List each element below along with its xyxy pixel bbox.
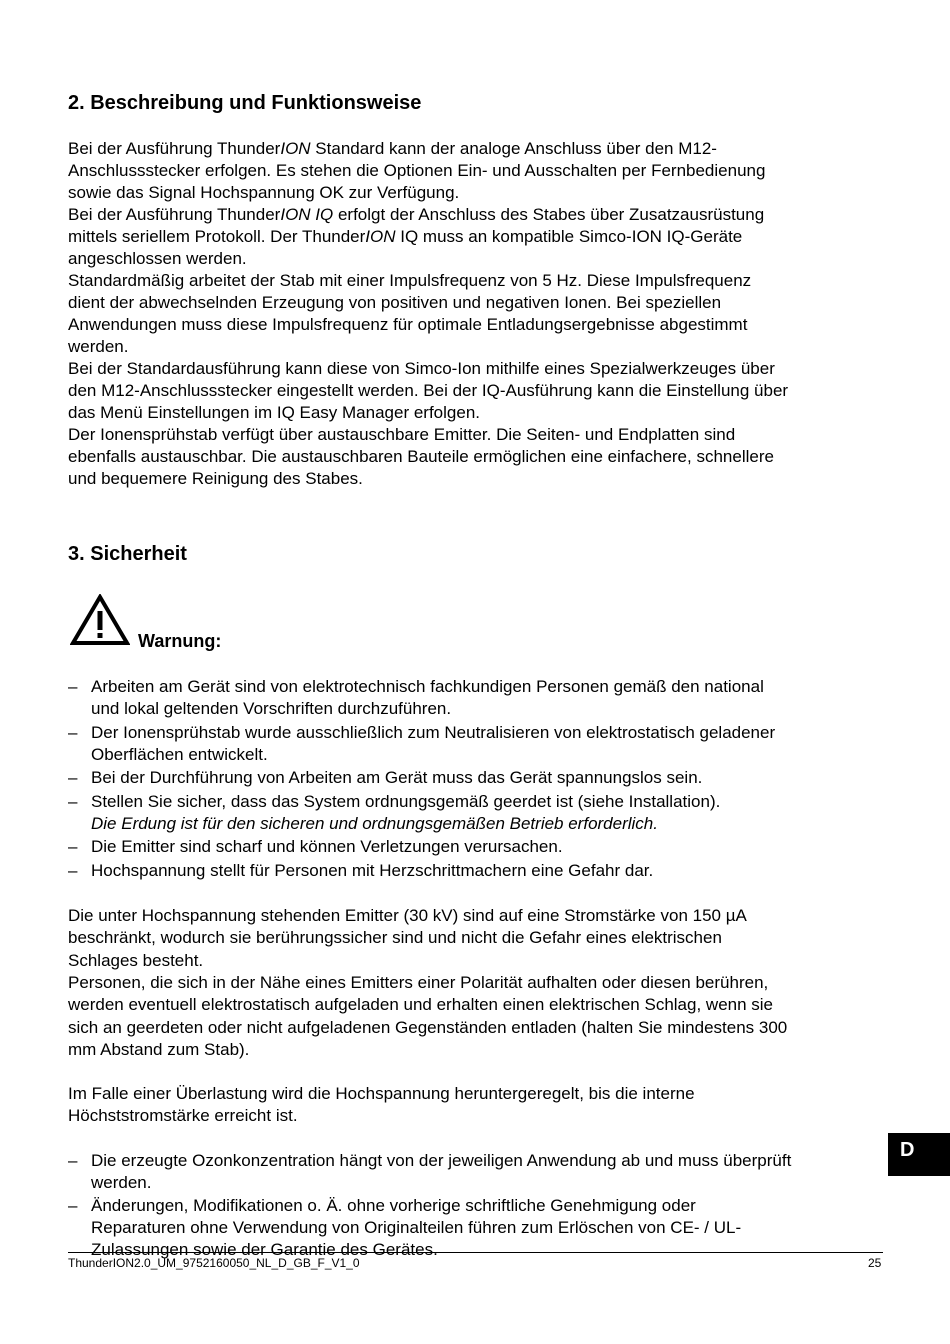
paragraph-line: werden eventuell elektrostatisch aufgeladen und erhalten einen elektrischen Schlag, wenn sie (68, 995, 774, 1015)
text-segment: ebenfalls austauschbar. Die austauschbaren Bauteile ermöglichen eine einfachere, schnellere (68, 447, 774, 466)
text-segment: Der Ionensprühstab verfügt über austauschbare Emitter. Die Seiten- und Endplatten sind (68, 425, 736, 444)
bullet-dash: – (68, 861, 78, 880)
text-segment: das Menü Einstellungen im IQ Easy Manager erfolgen. (68, 403, 481, 422)
section-2-line (68, 270, 751, 292)
section-2-line (68, 446, 774, 468)
paragraph-line: sich an geerdeten oder nicht aufgeladenen Gegenständen entladen (halten Sie mindestens 300 (68, 1017, 788, 1037)
bullet-dash: – (68, 837, 78, 857)
language-tab-d: D (888, 1133, 950, 1176)
bullet-text: Oberflächen entwickelt. (91, 744, 268, 764)
section-2-line (68, 138, 717, 160)
paragraph-line: mm Abstand zum Stab). (68, 1039, 250, 1059)
bullet-text: Arbeiten am Gerät sind von elektrotechnisch fachkundigen Personen gemäß den national (91, 677, 764, 696)
paragraph-line: Im Falle einer Überlastung wird die Hochspannung heruntergeregelt, bis die interne (68, 1084, 695, 1103)
section-2-line (68, 182, 459, 204)
text-segment: Standardmäßig arbeitet der Stab mit einer Impulsfrequenz von 5 Hz. Diese Impulsfrequenz (68, 271, 752, 290)
bullet-dash: – (68, 677, 78, 696)
italic-segment: ION IQ (280, 205, 334, 224)
section-2-line (68, 226, 742, 248)
warning-triangle-icon (70, 594, 130, 646)
text-segment: Bei der Ausführung Thunder (68, 139, 281, 158)
paragraph-line: beschränkt, wodurch sie berührungssicher sind und nicht die Gefahr eines elektrischen (68, 928, 722, 948)
text-segment: Anwendungen muss diese Impulsfrequenz für optimale Entladungsergebnisse abgestimmt (68, 315, 748, 334)
bullet-text: Änderungen, Modifikationen o. Ä. ohne vorherige schriftliche Genehmigung oder (91, 1196, 696, 1215)
text-segment: Bei der Ausführung Thunder (68, 205, 281, 224)
section-3-heading: 3. Sicherheit (68, 543, 187, 565)
section-2-line (68, 402, 480, 424)
bullet-text: Zulassungen sowie der Garantie des Gerätes. (91, 1240, 438, 1259)
text-segment: dient der abwechselnden Erzeugung von positiven und negativen Ionen. Bei speziellen (68, 293, 722, 312)
footer-rule (68, 1252, 883, 1253)
italic-segment: ION (365, 227, 396, 246)
italic-segment: ION (280, 139, 311, 158)
paragraph-line: Schlages besteht. (68, 950, 204, 970)
bullet-text: Stellen Sie sicher, dass das System ordnungsgemäß geerdet ist (siehe Installation). (91, 791, 721, 811)
bullet-text: und lokal geltenden Vorschriften durchzuführen. (91, 699, 452, 718)
text-segment: IQ muss an kompatible Simco-ION IQ-Geräte (395, 227, 743, 246)
section-2-line (68, 336, 128, 358)
section-2-line (68, 358, 775, 380)
paragraph-line: Höchststromstärke erreicht ist. (68, 1106, 298, 1125)
bullet-italic-note: Die Erdung ist für den sicheren und ordnungsgemäßen Betrieb erforderlich. (91, 813, 658, 833)
section-2-line (68, 160, 765, 182)
section-2-line (68, 292, 721, 314)
warning-label: Warnung: (138, 631, 222, 651)
bullet-text: Hochspannung stellt für Personen mit Herzschrittmachern eine Gefahr dar. (91, 861, 654, 880)
section-2-line (68, 380, 788, 402)
bullet-text: Die Emitter sind scharf und können Verletzungen verursachen. (91, 837, 563, 857)
paragraph-line: Die unter Hochspannung stehenden Emitter (30 kV) sind auf eine Stromstärke von 150 µA (68, 906, 747, 925)
footer-doc-id: ThunderION2.0_UM_9752160050_NL_D_GB_F_V1_0 (68, 1256, 360, 1270)
section-2-line (68, 248, 247, 270)
bullet-dash: – (68, 1196, 78, 1215)
text-segment: Bei der Standardausführung kann diese von Simco-Ion mithilfe eines Spezialwerkzeuges über (68, 359, 775, 378)
bullet-dash: – (68, 1151, 78, 1170)
text-segment: erfolgt der Anschluss des Stabes über Zusatzausrüstung (333, 205, 765, 224)
text-segment: mittels seriellem Protokoll. Der Thunder (68, 227, 366, 246)
section-2-heading: 2. Beschreibung und Funktionsweise (68, 92, 422, 114)
text-segment: Anschlussstecker erfolgen. Es stehen die Optionen Ein- und Ausschalten per Fernbedienung (68, 161, 766, 180)
bullet-dash: – (68, 791, 78, 811)
section-2-line (68, 204, 764, 226)
bullet-dash: – (68, 722, 78, 742)
bullet-text: werden. (91, 1173, 152, 1192)
text-segment: und bequemere Reinigung des Stabes. (68, 469, 363, 488)
section-2-line (68, 424, 735, 446)
text-segment: angeschlossen werden. (68, 249, 247, 268)
section-2-line (68, 314, 747, 336)
text-segment: sowie das Signal Hochspannung OK zur Verfügung. (68, 183, 460, 202)
footer-page-number: 25 (868, 1256, 882, 1270)
text-segment: werden. (68, 337, 129, 356)
bullet-dash: – (68, 768, 78, 788)
bullet-text: Reparaturen ohne Verwendung von Originalteilen führen zum Erlöschen von CE- / UL- (91, 1218, 742, 1237)
paragraph-line: Personen, die sich in der Nähe eines Emitters einer Polarität aufhalten oder diesen berühren, (68, 972, 769, 992)
bullet-text: Bei der Durchführung von Arbeiten am Gerät muss das Gerät spannungslos sein. (91, 768, 703, 788)
bullet-text: Der Ionensprühstab wurde ausschließlich zum Neutralisieren von elektrostatisch geladener (91, 722, 776, 742)
text-segment: Standard kann der analoge Anschluss über den M12- (310, 139, 717, 158)
bullet-text: Die erzeugte Ozonkonzentration hängt von der jeweiligen Anwendung ab und muss überprüft (91, 1151, 792, 1170)
section-2-line (68, 468, 363, 490)
text-segment: den M12-Anschlussstecker eingestellt werden. Bei der IQ-Ausführung kann die Einstellung über (68, 381, 789, 400)
